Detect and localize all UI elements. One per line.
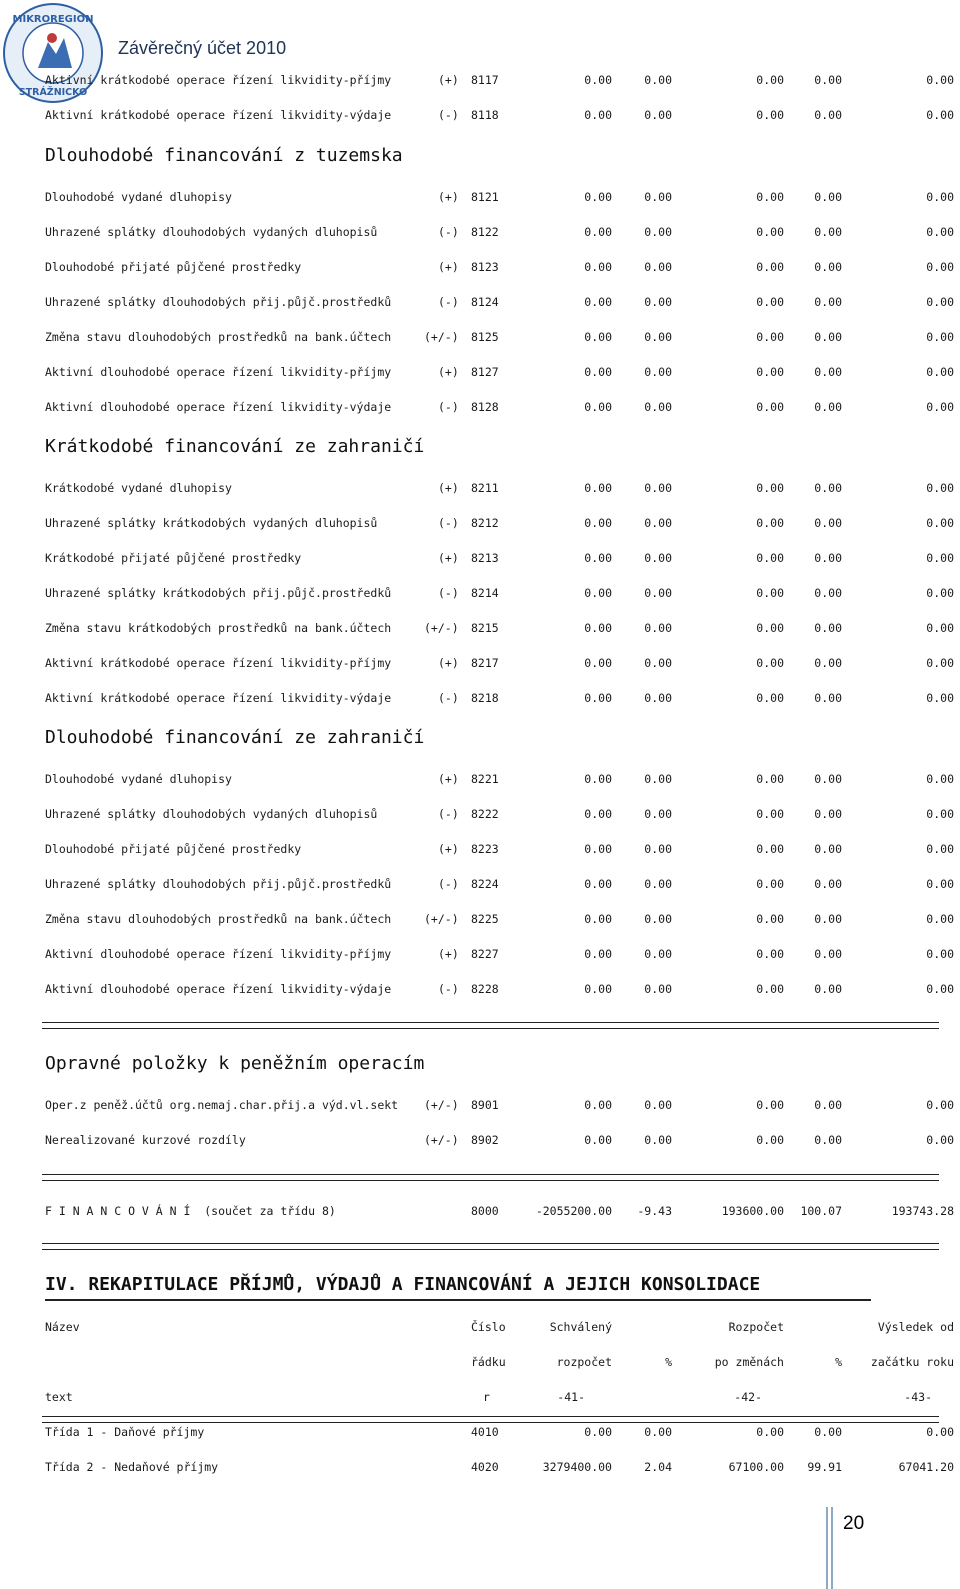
total-code: 8000: [471, 1204, 499, 1218]
row-pct2: 0.00: [814, 260, 842, 274]
col-43-marker: -43-: [904, 1390, 932, 1404]
row-name: Aktivní dlouhodobé operace řízení likvidity-výdaje: [45, 982, 392, 996]
row-name: Dlouhodobé přijaté půjčené prostředky: [45, 260, 302, 274]
row-result: 0.00: [926, 621, 954, 635]
row-pct2: 0.00: [814, 772, 842, 786]
row-approved: 0.00: [584, 190, 612, 204]
row-approved: 0.00: [584, 912, 612, 926]
table-row: [0, 947, 960, 965]
row-name: Dlouhodobé vydané dluhopisy: [45, 190, 232, 204]
double-rule: [42, 1416, 939, 1423]
row-adjusted: 0.00: [756, 656, 784, 670]
section-heading: Krátkodobé financování ze zahraničí: [45, 436, 425, 457]
total-row: [0, 1204, 960, 1222]
row-pct2: 0.00: [814, 1133, 842, 1147]
row-pct1: 0.00: [644, 400, 672, 414]
row-approved: 0.00: [584, 842, 612, 856]
row-result: 0.00: [926, 551, 954, 565]
table-row: [0, 516, 960, 534]
row-result: 0.00: [926, 807, 954, 821]
total-result: 193743.28: [891, 1204, 954, 1218]
row-result: 0.00: [926, 400, 954, 414]
row-adjusted: 0.00: [756, 1098, 784, 1112]
svg-text:STRÁŽNICKO: STRÁŽNICKO: [18, 87, 88, 98]
row-pct2: 0.00: [814, 621, 842, 635]
recap-heading-underline: [45, 1299, 871, 1301]
row-result: 0.00: [926, 190, 954, 204]
row-name: Aktivní krátkodobé operace řízení likvidity-výdaje: [45, 691, 392, 705]
row-sign: (-): [438, 295, 459, 309]
row-pct1: 2.04: [644, 1460, 672, 1474]
recap-header-row: [0, 1390, 960, 1408]
table-row: [0, 877, 960, 895]
row-name: Aktivní krátkodobé operace řízení likvidity-výdaje: [45, 108, 392, 122]
row-sign: (-): [438, 108, 459, 122]
row-adjusted: 0.00: [756, 1425, 784, 1439]
row-code: 8218: [471, 691, 499, 705]
row-pct2: 0.00: [814, 656, 842, 670]
row-pct2: 0.00: [814, 330, 842, 344]
page-number: 20: [843, 1513, 865, 1534]
row-approved: 0.00: [584, 551, 612, 565]
row-approved: 3279400.00: [542, 1460, 612, 1474]
row-code: 4020: [471, 1460, 499, 1474]
section-heading: Dlouhodobé financování ze zahraničí: [45, 727, 425, 748]
row-result: 0.00: [926, 1425, 954, 1439]
row-sign: (-): [438, 516, 459, 530]
row-code: 8211: [471, 481, 499, 495]
table-row: [0, 842, 960, 860]
table-row: [0, 108, 960, 126]
row-code: 8128: [471, 400, 499, 414]
row-result: 0.00: [926, 516, 954, 530]
row-adjusted: 0.00: [756, 295, 784, 309]
row-pct1: 0.00: [644, 551, 672, 565]
row-approved: 0.00: [584, 225, 612, 239]
row-name: Změna stavu krátkodobých prostředků na bank.účtech: [45, 621, 392, 635]
row-sign: (+): [438, 260, 459, 274]
row-pct2: 0.00: [814, 73, 842, 87]
row-result: 0.00: [926, 260, 954, 274]
row-result: 0.00: [926, 1098, 954, 1112]
row-adjusted: 0.00: [756, 586, 784, 600]
double-rule: [42, 1174, 939, 1181]
table-row: [0, 1133, 960, 1151]
row-pct2: 0.00: [814, 1098, 842, 1112]
table-row: [0, 586, 960, 604]
row-pct1: 0.00: [644, 807, 672, 821]
row-pct1: 0.00: [644, 691, 672, 705]
section-heading: Dlouhodobé financování z tuzemska: [45, 145, 403, 166]
row-code: 8217: [471, 656, 499, 670]
row-approved: 0.00: [584, 982, 612, 996]
row-result: 0.00: [926, 365, 954, 379]
recap-header-row: [0, 1320, 960, 1338]
row-pct1: 0.00: [644, 656, 672, 670]
row-name: Aktivní krátkodobé operace řízení likvidity-příjmy: [45, 73, 392, 87]
row-pct1: 0.00: [644, 877, 672, 891]
row-adjusted: 0.00: [756, 481, 784, 495]
row-approved: 0.00: [584, 516, 612, 530]
table-row: [0, 225, 960, 243]
row-pct1: 0.00: [644, 772, 672, 786]
row-code: 8124: [471, 295, 499, 309]
row-code: 8212: [471, 516, 499, 530]
row-name: Krátkodobé vydané dluhopisy: [45, 481, 232, 495]
row-sign: (-): [438, 807, 459, 821]
row-sign: (+): [438, 365, 459, 379]
row-approved: 0.00: [584, 656, 612, 670]
row-code: 8213: [471, 551, 499, 565]
row-name: Uhrazené splátky dlouhodobých vydaných dluhopisů: [45, 807, 378, 821]
row-pct2: 0.00: [814, 877, 842, 891]
row-adjusted: 0.00: [756, 982, 784, 996]
table-row: [0, 330, 960, 348]
row-sign: (+): [438, 73, 459, 87]
row-sign: (+/-): [424, 330, 459, 344]
row-pct1: 0.00: [644, 330, 672, 344]
col-code-header: Číslo: [471, 1320, 506, 1334]
col-result-subheader: začátku roku: [870, 1355, 954, 1369]
table-row: [0, 772, 960, 790]
col-r-marker: r: [483, 1390, 490, 1404]
row-name: Aktivní krátkodobé operace řízení likvidity-příjmy: [45, 656, 392, 670]
row-pct1: 0.00: [644, 1133, 672, 1147]
row-name: Aktivní dlouhodobé operace řízení likvidity-příjmy: [45, 947, 392, 961]
row-adjusted: 0.00: [756, 877, 784, 891]
row-approved: 0.00: [584, 1133, 612, 1147]
table-row: [0, 1098, 960, 1116]
section-heading: Opravné položky k peněžním operacím: [45, 1053, 425, 1074]
row-sign: (+): [438, 842, 459, 856]
row-sign: (+/-): [424, 912, 459, 926]
row-adjusted: 0.00: [756, 551, 784, 565]
row-name: Aktivní dlouhodobé operace řízení likvidity-příjmy: [45, 365, 392, 379]
row-pct1: 0.00: [644, 260, 672, 274]
row-adjusted: 0.00: [756, 912, 784, 926]
row-code: 8224: [471, 877, 499, 891]
row-pct2: 99.91: [807, 1460, 842, 1474]
row-name: Změna stavu dlouhodobých prostředků na bank.účtech: [45, 330, 392, 344]
row-approved: 0.00: [584, 481, 612, 495]
document-title: Závěrečný účet 2010: [118, 38, 287, 58]
row-adjusted: 0.00: [756, 400, 784, 414]
row-adjusted: 0.00: [756, 260, 784, 274]
row-pct1: 0.00: [644, 1098, 672, 1112]
row-result: 0.00: [926, 330, 954, 344]
row-result: 0.00: [926, 73, 954, 87]
row-pct1: 0.00: [644, 481, 672, 495]
row-name: Aktivní dlouhodobé operace řízení likvidity-výdaje: [45, 400, 392, 414]
row-pct2: 0.00: [814, 295, 842, 309]
row-sign: (-): [438, 586, 459, 600]
row-approved: 0.00: [584, 73, 612, 87]
row-approved: 0.00: [584, 947, 612, 961]
table-row: [0, 1460, 960, 1478]
col-41-marker: -41-: [557, 1390, 585, 1404]
row-approved: 0.00: [584, 621, 612, 635]
row-result: 0.00: [926, 982, 954, 996]
row-adjusted: 0.00: [756, 772, 784, 786]
row-sign: (+/-): [424, 1098, 459, 1112]
table-row: [0, 691, 960, 709]
row-name: Oper.z peněž.účtů org.nemaj.char.přij.a výd.vl.sekt: [45, 1098, 399, 1112]
row-pct1: 0.00: [644, 586, 672, 600]
row-pct1: 0.00: [644, 295, 672, 309]
row-pct1: 0.00: [644, 108, 672, 122]
col-pct2-header: %: [835, 1355, 842, 1369]
row-name: Uhrazené splátky dlouhodobých přij.půjč.prostředků: [45, 877, 392, 891]
row-adjusted: 0.00: [756, 225, 784, 239]
row-result: 0.00: [926, 295, 954, 309]
row-approved: 0.00: [584, 586, 612, 600]
table-row: [0, 807, 960, 825]
row-sign: (-): [438, 400, 459, 414]
row-sign: (+): [438, 947, 459, 961]
row-result: 0.00: [926, 481, 954, 495]
row-name: Uhrazené splátky krátkodobých přij.půjč.prostředků: [45, 586, 392, 600]
row-pct2: 0.00: [814, 586, 842, 600]
row-code: 8121: [471, 190, 499, 204]
row-sign: (+): [438, 190, 459, 204]
total-adjusted: 193600.00: [721, 1204, 784, 1218]
row-result: 0.00: [926, 842, 954, 856]
row-name: Uhrazené splátky dlouhodobých vydaných dluhopisů: [45, 225, 378, 239]
row-pct2: 0.00: [814, 551, 842, 565]
col-adjusted-header: Rozpočet: [728, 1320, 784, 1334]
row-adjusted: 0.00: [756, 516, 784, 530]
row-adjusted: 0.00: [756, 1133, 784, 1147]
recap-heading: IV. REKAPITULACE PŘÍJMŮ, VÝDAJŮ A FINANCOVÁNÍ A JEJICH KONSOLIDACE: [45, 1274, 761, 1295]
row-code: 8222: [471, 807, 499, 821]
row-sign: (+/-): [424, 1133, 459, 1147]
row-name: Uhrazené splátky krátkodobých vydaných dluhopisů: [45, 516, 378, 530]
row-code: 8228: [471, 982, 499, 996]
row-approved: 0.00: [584, 807, 612, 821]
table-row: [0, 260, 960, 278]
row-pct2: 0.00: [814, 190, 842, 204]
col-42-marker: -42-: [734, 1390, 762, 1404]
row-pct2: 0.00: [814, 400, 842, 414]
row-sign: (+/-): [424, 621, 459, 635]
row-approved: 0.00: [584, 108, 612, 122]
double-rule: [42, 1022, 939, 1029]
row-adjusted: 0.00: [756, 365, 784, 379]
row-name: Změna stavu dlouhodobých prostředků na bank.účtech: [45, 912, 392, 926]
row-adjusted: 0.00: [756, 621, 784, 635]
table-row: [0, 912, 960, 930]
row-result: 0.00: [926, 912, 954, 926]
row-adjusted: 67100.00: [728, 1460, 784, 1474]
row-code: 8122: [471, 225, 499, 239]
total-approved: -2055200.00: [535, 1204, 612, 1218]
row-result: 0.00: [926, 1133, 954, 1147]
table-row: [0, 73, 960, 91]
row-code: 8125: [471, 330, 499, 344]
row-code: 8227: [471, 947, 499, 961]
recap-header-row: [0, 1355, 960, 1373]
row-approved: 0.00: [584, 691, 612, 705]
row-approved: 0.00: [584, 330, 612, 344]
row-adjusted: 0.00: [756, 108, 784, 122]
row-adjusted: 0.00: [756, 842, 784, 856]
total-pct2: 100.07: [800, 1204, 842, 1218]
row-pct2: 0.00: [814, 108, 842, 122]
table-row: [0, 551, 960, 569]
row-pct2: 0.00: [814, 225, 842, 239]
row-result: 0.00: [926, 691, 954, 705]
col-text-marker: text: [45, 1390, 73, 1404]
row-adjusted: 0.00: [756, 947, 784, 961]
row-pct2: 0.00: [814, 365, 842, 379]
total-label: F I N A N C O V Á N Í (součet za třídu 8): [45, 1204, 336, 1218]
table-row: [0, 295, 960, 313]
table-row: [0, 656, 960, 674]
row-pct2: 0.00: [814, 807, 842, 821]
table-row: [0, 621, 960, 639]
row-name: Uhrazené splátky dlouhodobých přij.půjč.prostředků: [45, 295, 392, 309]
row-approved: 0.00: [584, 1425, 612, 1439]
row-result: 67041.20: [898, 1460, 954, 1474]
table-row: [0, 1425, 960, 1443]
row-code: 8214: [471, 586, 499, 600]
row-sign: (+): [438, 656, 459, 670]
row-sign: (-): [438, 877, 459, 891]
row-result: 0.00: [926, 947, 954, 961]
row-approved: 0.00: [584, 400, 612, 414]
row-approved: 0.00: [584, 772, 612, 786]
col-result-header: Výsledek od: [877, 1320, 954, 1334]
row-pct1: 0.00: [644, 365, 672, 379]
row-pct1: 0.00: [644, 842, 672, 856]
row-pct1: 0.00: [644, 947, 672, 961]
row-code: 8901: [471, 1098, 499, 1112]
row-sign: (-): [438, 691, 459, 705]
table-row: [0, 400, 960, 418]
row-result: 0.00: [926, 108, 954, 122]
row-adjusted: 0.00: [756, 330, 784, 344]
row-pct1: 0.00: [644, 190, 672, 204]
row-sign: (+): [438, 551, 459, 565]
row-code: 8223: [471, 842, 499, 856]
row-sign: (-): [438, 225, 459, 239]
row-name: Dlouhodobé vydané dluhopisy: [45, 772, 232, 786]
row-pct1: 0.00: [644, 1425, 672, 1439]
row-pct1: 0.00: [644, 912, 672, 926]
row-code: 8215: [471, 621, 499, 635]
row-code: 8117: [471, 73, 499, 87]
row-approved: 0.00: [584, 260, 612, 274]
row-result: 0.00: [926, 877, 954, 891]
col-name-header: Název: [45, 1320, 80, 1334]
row-name: Nerealizované kurzové rozdíly: [45, 1133, 246, 1147]
table-row: [0, 365, 960, 383]
row-adjusted: 0.00: [756, 691, 784, 705]
row-pct2: 0.00: [814, 842, 842, 856]
row-adjusted: 0.00: [756, 190, 784, 204]
col-adjusted-subheader: po změnách: [714, 1355, 784, 1369]
row-approved: 0.00: [584, 365, 612, 379]
row-adjusted: 0.00: [756, 73, 784, 87]
row-sign: (+): [438, 481, 459, 495]
row-code: 4010: [471, 1425, 499, 1439]
row-result: 0.00: [926, 586, 954, 600]
row-pct2: 0.00: [814, 947, 842, 961]
row-pct1: 0.00: [644, 73, 672, 87]
row-approved: 0.00: [584, 295, 612, 309]
row-code: 8221: [471, 772, 499, 786]
col-code-subheader: řádku: [471, 1355, 506, 1369]
page-number-bar: [826, 1507, 833, 1589]
row-result: 0.00: [926, 656, 954, 670]
row-name: Dlouhodobé přijaté půjčené prostředky: [45, 842, 302, 856]
total-pct1: -9.43: [637, 1204, 672, 1218]
row-pct1: 0.00: [644, 225, 672, 239]
col-approved-subheader: rozpočet: [556, 1355, 612, 1369]
row-pct1: 0.00: [644, 621, 672, 635]
row-name: Třída 1 - Daňové příjmy: [45, 1425, 205, 1439]
row-pct1: 0.00: [644, 982, 672, 996]
row-code: 8902: [471, 1133, 499, 1147]
row-name: Krátkodobé přijaté půjčené prostředky: [45, 551, 302, 565]
row-code: 8225: [471, 912, 499, 926]
row-code: 8123: [471, 260, 499, 274]
row-sign: (+): [438, 772, 459, 786]
table-row: [0, 982, 960, 1000]
row-result: 0.00: [926, 772, 954, 786]
col-pct1-header: %: [665, 1355, 672, 1369]
svg-text:MIKROREGION: MIKROREGION: [12, 14, 94, 25]
row-pct2: 0.00: [814, 691, 842, 705]
row-result: 0.00: [926, 225, 954, 239]
row-pct2: 0.00: [814, 481, 842, 495]
row-pct2: 0.00: [814, 516, 842, 530]
row-sign: (-): [438, 982, 459, 996]
row-pct2: 0.00: [814, 982, 842, 996]
double-rule: [42, 1243, 939, 1250]
row-pct1: 0.00: [644, 516, 672, 530]
row-approved: 0.00: [584, 877, 612, 891]
table-row: [0, 190, 960, 208]
row-pct2: 0.00: [814, 912, 842, 926]
row-code: 8118: [471, 108, 499, 122]
row-code: 8127: [471, 365, 499, 379]
row-pct2: 0.00: [814, 1425, 842, 1439]
row-name: Třída 2 - Nedaňové příjmy: [45, 1460, 219, 1474]
row-approved: 0.00: [584, 1098, 612, 1112]
row-adjusted: 0.00: [756, 807, 784, 821]
col-approved-header: Schválený: [549, 1320, 612, 1334]
table-row: [0, 481, 960, 499]
